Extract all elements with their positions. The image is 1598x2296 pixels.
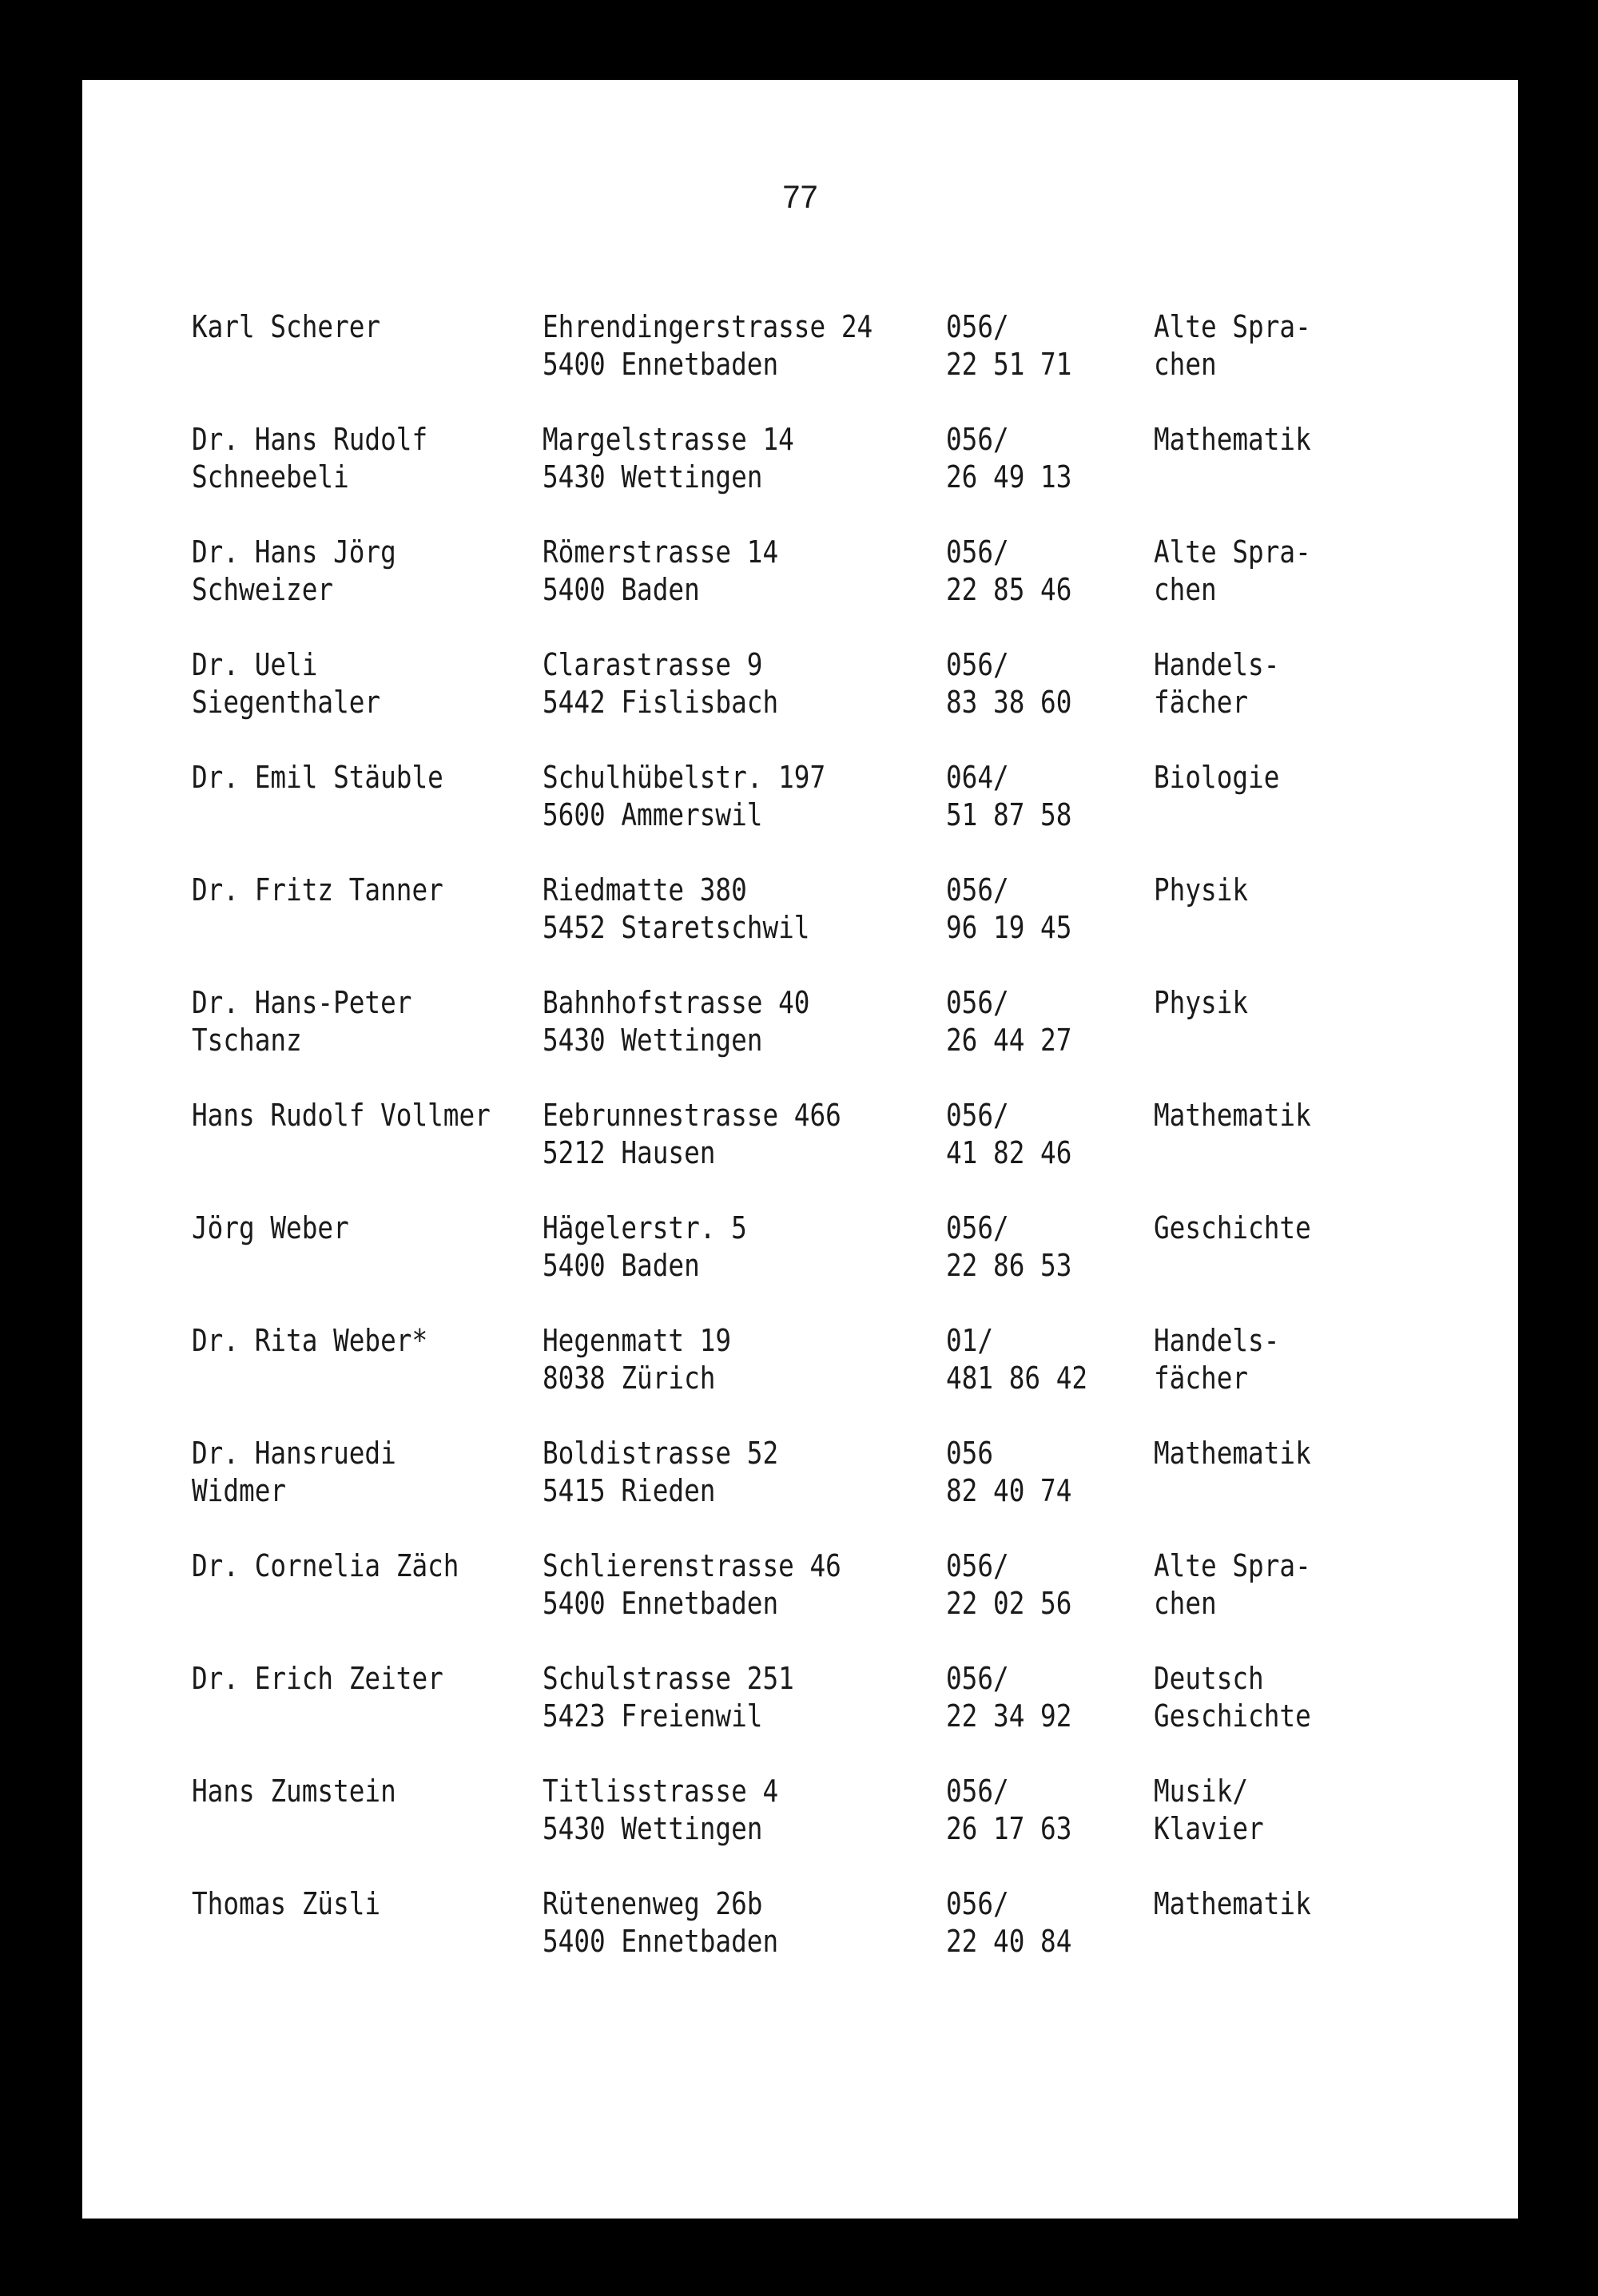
phone-line-2: 96 19 45: [946, 910, 1072, 945]
phone-line-1: 056: [946, 1436, 994, 1471]
phone-line-1: 01/: [946, 1323, 994, 1358]
address-line-1: Schulstrasse 251: [543, 1661, 794, 1696]
phone-line-2: 22 40 84: [946, 1924, 1072, 1959]
document-page: [82, 80, 1518, 2219]
phone-line-2: 26 49 13: [946, 459, 1072, 495]
address-line-2: 5400 Ennetbaden: [543, 1924, 779, 1959]
teacher-name-line-1: Jörg Weber: [192, 1210, 349, 1245]
address-line-2: 5400 Baden: [543, 572, 700, 607]
teacher-name-line-1: Dr. Hans Rudolf: [192, 422, 428, 457]
address-line-2: 5212 Hausen: [543, 1135, 716, 1170]
phone-line-2: 481 86 42: [946, 1361, 1088, 1396]
address-line-1: Römerstrasse 14: [543, 534, 779, 570]
subject-line-1: Alte Spra-: [1154, 309, 1311, 344]
directory-entry: [82, 872, 1518, 984]
phone-line-1: 056/: [946, 534, 1009, 570]
subject-line-2: chen: [1154, 347, 1217, 382]
teacher-name-line-1: Dr. Emil Stäuble: [192, 760, 443, 795]
teacher-name-line-2: Tschanz: [192, 1023, 302, 1058]
address-line-2: 5400 Ennetbaden: [543, 347, 779, 382]
address-line-1: Ehrendingerstrasse 24: [543, 309, 873, 344]
address-line-1: Titlisstrasse 4: [543, 1774, 779, 1809]
address-line-2: 5430 Wettingen: [543, 1811, 763, 1846]
phone-line-2: 41 82 46: [946, 1135, 1072, 1170]
subject-line-2: Klavier: [1154, 1811, 1264, 1846]
address-line-1: Eebrunnestrasse 466: [543, 1098, 841, 1133]
subject-line-1: Physik: [1154, 872, 1249, 908]
phone-line-1: 056/: [946, 985, 1009, 1020]
address-line-1: Schlierenstrasse 46: [543, 1548, 841, 1583]
teacher-name-line-2: Schweizer: [192, 572, 334, 607]
address-line-1: Clarastrasse 9: [543, 647, 763, 682]
address-line-2: 5423 Freienwil: [543, 1698, 763, 1734]
teacher-name-line-2: Widmer: [192, 1473, 287, 1508]
teacher-name-line-1: Thomas Züsli: [192, 1886, 381, 1921]
address-line-2: 5600 Ammerswil: [543, 797, 763, 832]
address-line-2: 5430 Wettingen: [543, 1023, 763, 1058]
address-line-2: 5400 Baden: [543, 1248, 700, 1283]
subject-line-1: Mathematik: [1154, 1886, 1311, 1921]
teacher-name-line-1: Dr. Ueli: [192, 647, 318, 682]
directory-entry: [82, 759, 1518, 872]
phone-line-1: 056/: [946, 1548, 1009, 1583]
directory-list: [82, 308, 1518, 1998]
phone-line-1: 056/: [946, 647, 1009, 682]
directory-entry: [82, 1435, 1518, 1547]
phone-line-1: 056/: [946, 309, 1009, 344]
phone-line-2: 22 86 53: [946, 1248, 1072, 1283]
phone-line-2: 22 85 46: [946, 572, 1072, 607]
teacher-name-line-1: Dr. Cornelia Zäch: [192, 1548, 459, 1583]
subject-line-1: Handels-: [1154, 1323, 1280, 1358]
subject-line-1: Mathematik: [1154, 1098, 1311, 1133]
directory-entry: [82, 1210, 1518, 1322]
phone-line-2: 26 44 27: [946, 1023, 1072, 1058]
teacher-name-line-1: Dr. Hans Jörg: [192, 534, 396, 570]
address-line-2: 5452 Staretschwil: [543, 910, 810, 945]
subject-line-1: Physik: [1154, 985, 1249, 1020]
address-line-2: 5430 Wettingen: [543, 459, 763, 495]
subject-line-2: chen: [1154, 572, 1217, 607]
phone-line-2: 22 02 56: [946, 1586, 1072, 1621]
subject-line-1: Deutsch: [1154, 1661, 1264, 1696]
subject-line-1: Musik/: [1154, 1774, 1249, 1809]
phone-line-1: 056/: [946, 1774, 1009, 1809]
subject-line-1: Geschichte: [1154, 1210, 1311, 1245]
directory-entry: [82, 1547, 1518, 1660]
directory-entry: [82, 534, 1518, 646]
phone-line-1: 056/: [946, 422, 1009, 457]
address-line-1: Schulhübelstr. 197: [543, 760, 826, 795]
phone-line-2: 51 87 58: [946, 797, 1072, 832]
address-line-2: 8038 Zürich: [543, 1361, 716, 1396]
teacher-name-line-2: Siegenthaler: [192, 685, 381, 720]
phone-line-1: 064/: [946, 760, 1009, 795]
subject-line-1: Biologie: [1154, 760, 1280, 795]
teacher-name-line-1: Dr. Hansruedi: [192, 1436, 396, 1471]
teacher-name-line-1: Dr. Fritz Tanner: [192, 872, 443, 908]
phone-line-2: 26 17 63: [946, 1811, 1072, 1846]
subject-line-2: Geschichte: [1154, 1698, 1311, 1734]
address-line-1: Riedmatte 380: [543, 872, 747, 908]
teacher-name-line-1: Dr. Rita Weber*: [192, 1323, 428, 1358]
directory-entry: [82, 1097, 1518, 1210]
address-line-1: Boldistrasse 52: [543, 1436, 779, 1471]
teacher-name-line-2: Schneebeli: [192, 459, 349, 495]
subject-line-1: Alte Spra-: [1154, 534, 1311, 570]
directory-entry: [82, 1885, 1518, 1998]
teacher-name-line-1: Dr. Erich Zeiter: [192, 1661, 443, 1696]
subject-line-1: Alte Spra-: [1154, 1548, 1311, 1583]
phone-line-1: 056/: [946, 1210, 1009, 1245]
subject-line-2: fächer: [1154, 685, 1249, 720]
phone-line-1: 056/: [946, 1661, 1009, 1696]
subject-line-2: fächer: [1154, 1361, 1249, 1396]
subject-line-2: chen: [1154, 1586, 1217, 1621]
phone-line-2: 22 51 71: [946, 347, 1072, 382]
phone-line-1: 056/: [946, 872, 1009, 908]
teacher-name-line-1: Hans Rudolf Vollmer: [192, 1098, 491, 1133]
teacher-name-line-1: Hans Zumstein: [192, 1774, 396, 1809]
directory-entry: [82, 421, 1518, 534]
address-line-2: 5400 Ennetbaden: [543, 1586, 779, 1621]
subject-line-1: Mathematik: [1154, 1436, 1311, 1471]
address-line-2: 5415 Rieden: [543, 1473, 716, 1508]
directory-entry: [82, 308, 1518, 421]
address-line-1: Bahnhofstrasse 40: [543, 985, 810, 1020]
phone-line-1: 056/: [946, 1098, 1009, 1133]
address-line-1: Hegenmatt 19: [543, 1323, 732, 1358]
address-line-1: Margelstrasse 14: [543, 422, 794, 457]
phone-line-1: 056/: [946, 1886, 1009, 1921]
teacher-name-line-1: Karl Scherer: [192, 309, 381, 344]
directory-entry: [82, 984, 1518, 1097]
phone-line-2: 83 38 60: [946, 685, 1072, 720]
directory-entry: [82, 1322, 1518, 1435]
address-line-1: Rütenenweg 26b: [543, 1886, 763, 1921]
address-line-2: 5442 Fislisbach: [543, 685, 779, 720]
address-line-1: Hägelerstr. 5: [543, 1210, 747, 1245]
phone-line-2: 82 40 74: [946, 1473, 1072, 1508]
page-number: 77: [782, 180, 818, 215]
teacher-name-line-1: Dr. Hans-Peter: [192, 985, 412, 1020]
directory-entry: [82, 1773, 1518, 1885]
directory-entry: [82, 646, 1518, 759]
directory-entry: [82, 1660, 1518, 1773]
phone-line-2: 22 34 92: [946, 1698, 1072, 1734]
subject-line-1: Handels-: [1154, 647, 1280, 682]
subject-line-1: Mathematik: [1154, 422, 1311, 457]
